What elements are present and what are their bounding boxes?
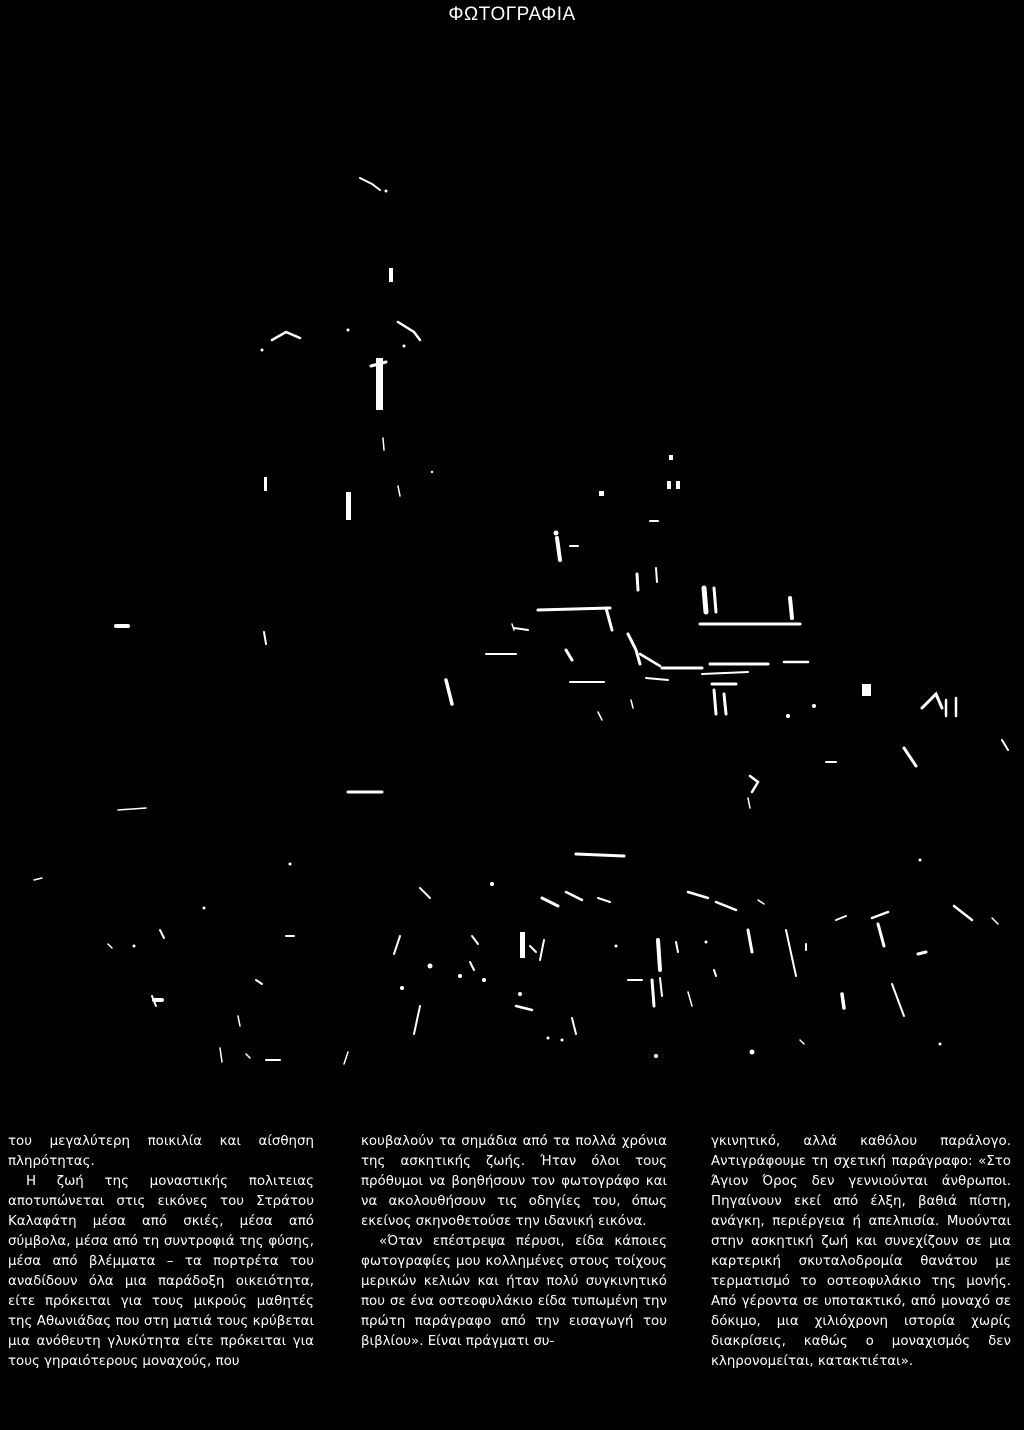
article-column-3 [711, 1132, 1011, 1372]
paragraph: γκινητικό, αλλά καθόλου παράλογο. Αντιγράφουμε τη σχετική παράγραφο: «Στο Άγιον Όρος δεν γεννιούνται άνθρωποι. Πηγαίνουν εκεί από έλξη, βαθιά πίστη, ανάγκη, περιέργεια ή απελπισία. Μυούνται στην ασκητική ζωή και συνεχίζουν σε μια καρτερική σκυταλοδρομία θανάτου με τερματισμό το οστεοφυλάκιο της μονής. Από γέροντα σε υποτακτικό, από μοναχό σε δόκιμο, μια χιλιόχρονη ιστορία χωρίς διακρίσεις, καθώς ο μοναχισμός δεν κληρονομείται, κατακτιέται». [711, 1134, 1011, 1369]
section-title: ΦΩΤΟΓΡΑΦΙΑ [448, 4, 576, 25]
photo-highlights [0, 40, 1024, 1100]
article-column-1 [8, 1132, 314, 1372]
paragraph: Η ζωή της μοναστικής πολιτειας αποτυπώνεται στις εικόνες του Στράτου Καλαφάτη μέσα από σκιές, μέσα από σύμβολα, μέσα από τη συντροφιά της φύσης, μέσα από βλέμματα – τα πορτρέτα του αναδίδουν όλα μια παράδοξη οικειότητα, είτε πρόκειται για τους μικρούς μαθητές της Αθωνιάδας που στη ματιά τους κρύβεται μια ανόθευτη γλυκύτητα είτε πρόκειται για τους γηραιότερους μοναχούς, που [8, 1174, 314, 1369]
article-column-2 [361, 1132, 667, 1352]
paragraph: «Όταν επέστρεψα πέρυσι, είδα κάποιες φωτογραφίες μου κολλημένες στους τοίχους μερικών κελιών και ήταν πολύ συγκινητικό που σε ένα οστεοφυλάκιο είδα τυπωμένη την πρώτη παράγραφο από την εισαγωγή του βιβλίου». Είναι πράγματι συ- [361, 1234, 667, 1349]
paragraph: κουβαλούν τα σημάδια από τα πολλά χρόνια της ασκητικής ζωής. Ήταν όλοι τους πρόθυμοι να βοηθήσουν τον φωτογράφο και να ακολουθήσουν τις οδηγίες του, όπως εκείνος σκηνοθετούσε την ιδανική εικόνα. [361, 1134, 667, 1229]
monastery-night-photo [0, 40, 1024, 1100]
paragraph: του μεγαλύτερη ποικιλία και αίσθηση πληρότητας. [8, 1134, 314, 1169]
